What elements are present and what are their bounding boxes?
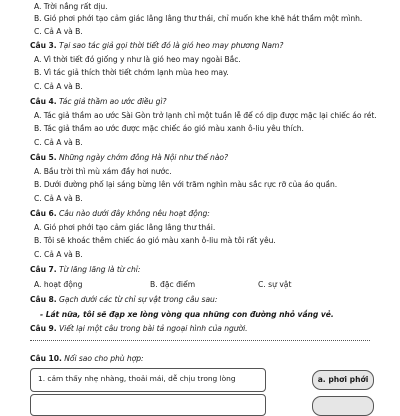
option-line: B. Tôi sẽ khoác thêm chiếc áo gió màu xanh ô-liu mà tôi rất yêu. <box>34 236 276 245</box>
match-right-pill-a[interactable]: a. phơi phới <box>312 370 374 390</box>
option-line: C. Cả A và B. <box>34 27 83 36</box>
question-number: Câu 8. <box>30 295 57 304</box>
option-line: A. Vì thời tiết đó giống y như là gió heo may ngoài Bắc. <box>34 55 241 64</box>
option-line: C. Cả A và B. <box>34 194 83 203</box>
match-left-box-2[interactable] <box>30 394 266 416</box>
question-text: Tác giả thầm ao ước điều gì? <box>59 97 167 106</box>
option-line: A. Trời nắng rất dịu. <box>34 2 108 11</box>
option-line: B. Gió phơi phới tạo cảm giác lâng lâng thư thái, chỉ muốn khe khẽ hát thầm một mình. <box>34 14 363 23</box>
question-7 <box>30 265 140 275</box>
question-text: Những ngày chớm đông Hà Nội như thế nào? <box>59 153 229 162</box>
option-line: A. Tác giả thầm ao ước Sài Gòn trở lạnh chỉ một tuần lễ để có dịp được mặc lại chiếc áo rét. <box>34 111 377 120</box>
match-left-text-1: 1. cảm thấy nhẹ nhàng, thoải mái, dễ chịu trong lòng <box>38 374 236 383</box>
option-a: A. hoạt động <box>34 280 83 289</box>
answer-dotted-line[interactable] <box>30 340 370 341</box>
question-text: Viết lại một câu trong bài tả ngoại hình của người. <box>59 324 248 333</box>
question-number: Câu 6. <box>30 209 57 218</box>
question-text: Câu nào dưới đây không nêu hoạt động: <box>59 209 210 218</box>
question-number: Câu 7. <box>30 265 57 274</box>
question-number: Câu 5. <box>30 153 57 162</box>
question-text: Nối sao cho phù hợp: <box>64 354 144 363</box>
option-line: A. Bầu trời thì mù xám đầy hơi nước. <box>34 167 172 176</box>
option-line: B. Tác giả thầm ao ước được mặc chiếc áo gió màu xanh ô-liu yêu thích. <box>34 124 304 133</box>
question-6 <box>30 209 210 219</box>
question-9 <box>30 324 248 334</box>
question-3 <box>30 41 283 51</box>
question-4 <box>30 97 167 107</box>
question-text: Tại sao tác giả gọi thời tiết đó là gió heo may phương Nam? <box>59 41 284 50</box>
option-line: C. Cả A và B. <box>34 250 83 259</box>
option-line: B. Dưới đường phố lại sáng bừng lên với trăm nghìn màu sắc rực rỡ của áo quần. <box>34 180 338 189</box>
question-5 <box>30 153 228 163</box>
option-b: B. đặc điểm <box>150 280 196 289</box>
question-10 <box>30 354 144 364</box>
question-number: Câu 9. <box>30 324 57 333</box>
option-line: C. Cả A và B. <box>34 82 83 91</box>
option-line: B. Vì tác giả thích thời tiết chớm lạnh mùa heo may. <box>34 68 229 77</box>
question-text: Gạch dưới các từ chỉ sự vật trong câu sau: <box>59 295 218 304</box>
question-8 <box>30 295 217 305</box>
option-line: A. Gió phơi phới tạo cảm giác lâng lâng thư thái. <box>34 223 216 232</box>
option-c: C. sự vật <box>258 280 292 289</box>
sentence-to-underline: - Lát nữa, tôi sẽ đạp xe lòng vòng qua những con đường nhỏ vắng vẻ. <box>40 310 334 319</box>
match-right-pill-b[interactable] <box>312 396 374 416</box>
question-number: Câu 10. <box>30 354 62 363</box>
question-text: Từ lăng lăng là từ chỉ: <box>59 265 141 274</box>
question-number: Câu 3. <box>30 41 57 50</box>
question-number: Câu 4. <box>30 97 57 106</box>
option-line: C. Cả A và B. <box>34 138 83 147</box>
